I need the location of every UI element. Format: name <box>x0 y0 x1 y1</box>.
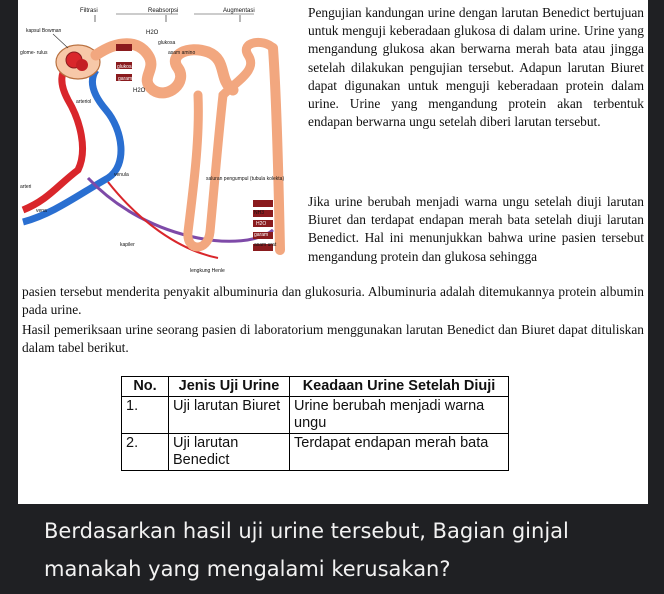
cell-no: 1. <box>122 397 169 434</box>
header-keadaan: Keadaan Urine Setelah Diuji <box>290 377 509 397</box>
nephron-diagram <box>18 0 304 294</box>
label-h2o-mid: H2O <box>133 88 146 94</box>
label-lengkung-henle: lengkung Henle <box>190 268 225 274</box>
collecting-duct <box>273 48 280 250</box>
label-asam-amino: asam amino <box>168 50 196 56</box>
label-arteri: arteri <box>20 184 32 190</box>
label-asam-urat: asam urat <box>254 242 277 248</box>
label-saluran-pengumpul: saluran pengumpul (tubula kolekta) <box>206 176 285 182</box>
label-arteriol: arteriol <box>76 99 92 105</box>
capillary-vessel <box>88 178 273 241</box>
nephron-illustration <box>18 0 304 294</box>
question-text: Berdasarkan hasil uji urine tersebut, Bagian ginjal manakah yang mengalami kerusakan? <box>44 519 569 581</box>
label-h2o-top: H2O <box>146 30 159 36</box>
table-row <box>122 434 509 471</box>
table-header-row <box>122 377 509 397</box>
cell-keadaan: Terdapat endapan merah bata <box>290 434 509 471</box>
cell-no: 2. <box>122 434 169 471</box>
label-garam-low: garam <box>254 232 269 238</box>
loop-of-henle <box>188 95 223 247</box>
badge-h2o <box>116 44 132 51</box>
paragraph-interpretation-cont: pasien tersebut menderita penyakit albuminuria dan glukosuria. Albuminuria adalah ditemukannya protein albumin pada urine. <box>22 284 644 318</box>
label-h2o-low: H2O <box>256 221 267 227</box>
label-glukosa-small: glukosa <box>117 64 135 70</box>
cell-jenis-uji: Uji larutan Biuret <box>169 397 290 434</box>
label-reabsorpsi: Reabsorpsi <box>148 8 179 14</box>
label-kapiler: kapiler <box>120 242 135 248</box>
label-nh3: NH3 <box>254 210 265 216</box>
paragraph-benedict-biuret: Pengujian kandungan urine dengan larutan Benedict bertujuan untuk menguji keberadaan glukosa di dalam urine. Urine yang mengandung glukosa akan berwarna merah bata atau jingga setelah dilakukan pengujian tersebut. Adapun larutan Biuret dapat digunakan untuk menguji keberadaan protein dalam urine. Urine yang mengandung protein akan terbentuk endapan berwarna ungu setelah diberi larutan tersebut. <box>308 5 644 130</box>
table-row <box>122 397 509 434</box>
cell-jenis-uji: Uji larutan Benedict <box>169 434 290 471</box>
artery-vessel <box>23 62 83 210</box>
label-glukosa: glukosa <box>158 40 176 46</box>
results-table <box>121 376 509 471</box>
label-kapsul-bowman: kapsul Bowman <box>26 28 62 34</box>
label-glomerulus: glome- rulus <box>20 50 48 56</box>
cell-keadaan: Urine berubah menjadi warna ungu <box>290 397 509 434</box>
label-amonia: amonia <box>255 253 272 259</box>
label-garam: garam <box>118 76 133 82</box>
distal-tubule <box>223 42 273 95</box>
header-no: No. <box>122 377 169 397</box>
label-augmentasi: Augmentasi <box>223 8 255 14</box>
paragraph-lab-result: Hasil pemeriksaan urine seorang pasien di laboratorium menggunakan larutan Benedict dan Biuret dapat dituliskan dalam tabel berikut. <box>22 322 644 356</box>
header-jenis-uji: Jenis Uji Urine <box>169 377 290 397</box>
label-vena: vena <box>36 208 47 214</box>
label-venula: venula <box>114 172 129 178</box>
paragraph-interpretation: Jika urine berubah menjadi warna ungu setelah diuji larutan Biuret dan terdapat endapan merah bata setelah diuji larutan Benedict. Hal ini menunjukkan bahwa urine pasien tersebut mengandung protein dan glukosa sehingga <box>308 194 644 264</box>
question-sheet <box>18 0 648 504</box>
label-filtrasi: Filtrasi <box>80 8 98 14</box>
